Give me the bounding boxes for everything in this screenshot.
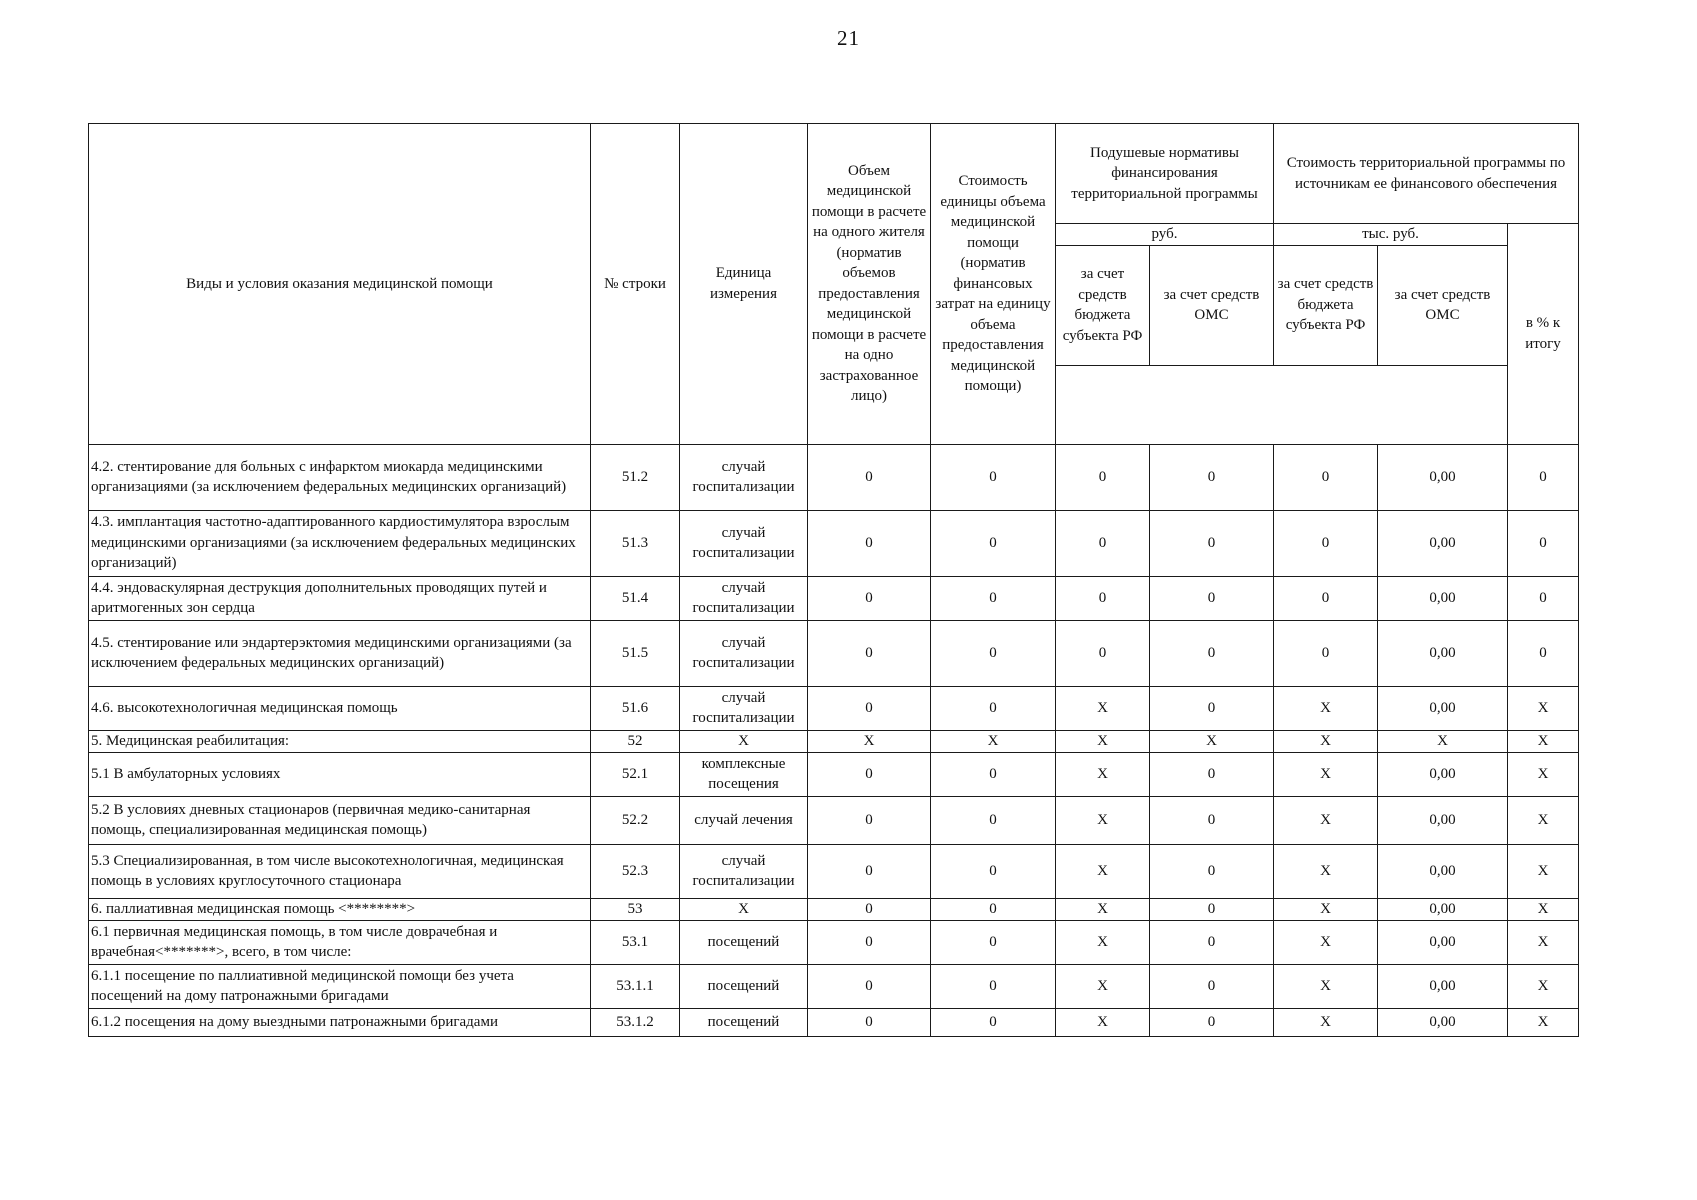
- row-cost: 0: [931, 686, 1056, 730]
- row-unit: посещений: [680, 964, 808, 1008]
- row-cost-oms: 0,00: [1378, 796, 1508, 844]
- row-unit: случай госпитализации: [680, 444, 808, 510]
- row-unit: комплексные посещения: [680, 752, 808, 796]
- row-volume: 0: [808, 844, 931, 898]
- row-cost-oms: 0,00: [1378, 444, 1508, 510]
- header-thous-rub: тыс. руб.: [1274, 224, 1508, 246]
- row-volume: 0: [808, 686, 931, 730]
- row-percent: X: [1508, 796, 1579, 844]
- row-number: 51.4: [591, 576, 680, 620]
- row-unit: случай госпитализации: [680, 686, 808, 730]
- row-cost: 0: [931, 796, 1056, 844]
- row-volume: 0: [808, 796, 931, 844]
- row-per-capita-budget: 0: [1056, 620, 1150, 686]
- row-number: 51.3: [591, 510, 680, 576]
- row-name: 5. Медицинская реабилитация:: [89, 730, 591, 752]
- row-per-capita-oms: 0: [1150, 620, 1274, 686]
- row-number: 52.1: [591, 752, 680, 796]
- row-number: 53.1.2: [591, 1008, 680, 1036]
- table-row: [89, 620, 1579, 686]
- row-per-capita-oms: 0: [1150, 576, 1274, 620]
- row-per-capita-budget: 0: [1056, 576, 1150, 620]
- row-volume: 0: [808, 510, 931, 576]
- table-row: [89, 752, 1579, 796]
- row-per-capita-budget: 0: [1056, 510, 1150, 576]
- row-per-capita-oms: 0: [1150, 920, 1274, 964]
- row-name: 5.2 В условиях дневных стационаров (первичная медико-санитарная помощь, специализированная медицинская помощь): [89, 796, 591, 844]
- row-cost-oms: 0,00: [1378, 620, 1508, 686]
- row-per-capita-oms: 0: [1150, 686, 1274, 730]
- table-header: [89, 124, 1579, 445]
- row-volume: 0: [808, 444, 931, 510]
- row-cost-budget: 0: [1274, 510, 1378, 576]
- row-cost-oms: 0,00: [1378, 898, 1508, 920]
- row-percent: X: [1508, 844, 1579, 898]
- row-volume: 0: [808, 620, 931, 686]
- row-percent: X: [1508, 964, 1579, 1008]
- row-per-capita-oms: 0: [1150, 510, 1274, 576]
- header-row-number: № строки: [591, 124, 680, 445]
- row-cost: 0: [931, 1008, 1056, 1036]
- row-volume: 0: [808, 920, 931, 964]
- row-cost-oms: X: [1378, 730, 1508, 752]
- row-name: 4.4. эндоваскулярная деструкция дополнительных проводящих путей и аритмогенных зон сердца: [89, 576, 591, 620]
- row-per-capita-budget: X: [1056, 1008, 1150, 1036]
- table-body: [89, 444, 1579, 1036]
- row-cost-oms: 0,00: [1378, 844, 1508, 898]
- row-name: 6.1.1 посещение по паллиативной медицинской помощи без учета посещений на дому патронажными бригадами: [89, 964, 591, 1008]
- row-number: 52.2: [591, 796, 680, 844]
- row-per-capita-budget: X: [1056, 844, 1150, 898]
- row-name: 6. паллиативная медицинская помощь <********>: [89, 898, 591, 920]
- row-number: 51.6: [591, 686, 680, 730]
- table-row: [89, 844, 1579, 898]
- row-unit: X: [680, 730, 808, 752]
- row-volume: 0: [808, 1008, 931, 1036]
- row-cost-oms: 0,00: [1378, 1008, 1508, 1036]
- row-unit: X: [680, 898, 808, 920]
- row-percent: 0: [1508, 576, 1579, 620]
- header-cost-oms: за счет средств ОМС: [1378, 245, 1508, 365]
- header-type: Виды и условия оказания медицинской помощи: [89, 124, 591, 445]
- row-per-capita-oms: 0: [1150, 844, 1274, 898]
- row-name: 6.1.2 посещения на дому выездными патронажными бригадами: [89, 1008, 591, 1036]
- row-cost-budget: 0: [1274, 620, 1378, 686]
- row-volume: X: [808, 730, 931, 752]
- row-cost-budget: X: [1274, 686, 1378, 730]
- row-per-capita-budget: X: [1056, 752, 1150, 796]
- row-number: 53.1: [591, 920, 680, 964]
- table-row: [89, 576, 1579, 620]
- row-per-capita-budget: X: [1056, 686, 1150, 730]
- row-per-capita-budget: X: [1056, 796, 1150, 844]
- row-cost-budget: X: [1274, 898, 1378, 920]
- row-cost-budget: X: [1274, 796, 1378, 844]
- row-percent: 0: [1508, 444, 1579, 510]
- row-cost-budget: X: [1274, 730, 1378, 752]
- row-unit: посещений: [680, 1008, 808, 1036]
- row-cost: 0: [931, 920, 1056, 964]
- row-per-capita-budget: X: [1056, 964, 1150, 1008]
- row-percent: 0: [1508, 510, 1579, 576]
- table-row: [89, 686, 1579, 730]
- row-percent: X: [1508, 920, 1579, 964]
- row-cost-oms: 0,00: [1378, 752, 1508, 796]
- row-per-capita-budget: 0: [1056, 444, 1150, 510]
- row-per-capita-budget: X: [1056, 730, 1150, 752]
- row-cost-budget: X: [1274, 1008, 1378, 1036]
- row-cost-budget: X: [1274, 920, 1378, 964]
- row-cost-budget: 0: [1274, 444, 1378, 510]
- row-unit: посещений: [680, 920, 808, 964]
- row-cost: 0: [931, 510, 1056, 576]
- program-table: [88, 123, 1579, 1037]
- row-cost-oms: 0,00: [1378, 576, 1508, 620]
- row-cost: X: [931, 730, 1056, 752]
- row-volume: 0: [808, 898, 931, 920]
- row-unit: случай лечения: [680, 796, 808, 844]
- row-per-capita-oms: 0: [1150, 898, 1274, 920]
- row-cost: 0: [931, 620, 1056, 686]
- row-number: 53.1.1: [591, 964, 680, 1008]
- header-per-capita-budget: за счет средств бюджета субъекта РФ: [1056, 245, 1150, 365]
- row-percent: 0: [1508, 620, 1579, 686]
- row-cost: 0: [931, 444, 1056, 510]
- row-cost-oms: 0,00: [1378, 964, 1508, 1008]
- table-row: [89, 730, 1579, 752]
- row-percent: X: [1508, 686, 1579, 730]
- row-cost-budget: X: [1274, 964, 1378, 1008]
- table-row: [89, 964, 1579, 1008]
- row-cost-budget: 0: [1274, 576, 1378, 620]
- row-name: 4.3. имплантация частотно-адаптированного кардиостимулятора взрослым медицинскими организациями (за исключением федеральных медицинских организаций): [89, 510, 591, 576]
- row-per-capita-oms: 0: [1150, 1008, 1274, 1036]
- row-per-capita-oms: 0: [1150, 964, 1274, 1008]
- header-cost: Стоимость единицы объема медицинской помощи (норматив финансовых затрат на единицу объема предоставления медицинской помощи): [931, 124, 1056, 445]
- table-row: [89, 796, 1579, 844]
- row-cost: 0: [931, 898, 1056, 920]
- row-cost: 0: [931, 964, 1056, 1008]
- row-unit: случай госпитализации: [680, 510, 808, 576]
- row-number: 52: [591, 730, 680, 752]
- row-per-capita-oms: 0: [1150, 796, 1274, 844]
- row-number: 52.3: [591, 844, 680, 898]
- row-cost: 0: [931, 576, 1056, 620]
- header-volume: Объем медицинской помощи в расчете на одного жителя (норматив объемов предоставления медицинской помощи в расчете на одно застрахованное лицо): [808, 124, 931, 445]
- row-name: 4.5. стентирование или эндартерэктомия медицинскими организациями (за исключением федеральных медицинских организаций): [89, 620, 591, 686]
- row-unit: случай госпитализации: [680, 620, 808, 686]
- row-unit: случай госпитализации: [680, 844, 808, 898]
- header-per-capita: Подушевые нормативы финансирования территориальной программы: [1056, 124, 1274, 224]
- header-percent: в % к итогу: [1508, 224, 1579, 445]
- row-cost: 0: [931, 844, 1056, 898]
- row-per-capita-oms: 0: [1150, 752, 1274, 796]
- row-per-capita-budget: X: [1056, 920, 1150, 964]
- page-number: 21: [837, 26, 860, 50]
- row-percent: X: [1508, 898, 1579, 920]
- row-number: 53: [591, 898, 680, 920]
- row-cost-oms: 0,00: [1378, 920, 1508, 964]
- row-cost: 0: [931, 752, 1056, 796]
- row-percent: X: [1508, 730, 1579, 752]
- row-per-capita-oms: 0: [1150, 444, 1274, 510]
- row-per-capita-budget: X: [1056, 898, 1150, 920]
- table-row: [89, 1008, 1579, 1036]
- row-cost-budget: X: [1274, 844, 1378, 898]
- row-per-capita-oms: X: [1150, 730, 1274, 752]
- row-name: 4.6. высокотехнологичная медицинская помощь: [89, 686, 591, 730]
- row-cost-oms: 0,00: [1378, 510, 1508, 576]
- table-row: [89, 510, 1579, 576]
- row-unit: случай госпитализации: [680, 576, 808, 620]
- row-name: 6.1 первичная медицинская помощь, в том числе доврачебная и врачебная<*******>, всего, в том числе:: [89, 920, 591, 964]
- header-unit: Единица измерения: [680, 124, 808, 445]
- row-name: 4.2. стентирование для больных с инфарктом миокарда медицинскими организациями (за исключением федеральных медицинских организаций): [89, 444, 591, 510]
- header-per-capita-oms: за счет средств ОМС: [1150, 245, 1274, 365]
- row-name: 5.1 В амбулаторных условиях: [89, 752, 591, 796]
- row-percent: X: [1508, 752, 1579, 796]
- header-cost-budget: за счет средств бюджета субъекта РФ: [1274, 245, 1378, 365]
- row-volume: 0: [808, 576, 931, 620]
- row-cost-budget: X: [1274, 752, 1378, 796]
- header-program-cost: Стоимость территориальной программы по источникам ее финансового обеспечения: [1274, 124, 1579, 224]
- row-volume: 0: [808, 752, 931, 796]
- row-volume: 0: [808, 964, 931, 1008]
- table-row: [89, 920, 1579, 964]
- table-row: [89, 898, 1579, 920]
- row-number: 51.5: [591, 620, 680, 686]
- row-name: 5.3 Специализированная, в том числе высокотехнологичная, медицинская помощь в условиях круглосуточного стационара: [89, 844, 591, 898]
- table-row: [89, 444, 1579, 510]
- row-cost-oms: 0,00: [1378, 686, 1508, 730]
- row-number: 51.2: [591, 444, 680, 510]
- row-percent: X: [1508, 1008, 1579, 1036]
- header-rub: руб.: [1056, 224, 1274, 246]
